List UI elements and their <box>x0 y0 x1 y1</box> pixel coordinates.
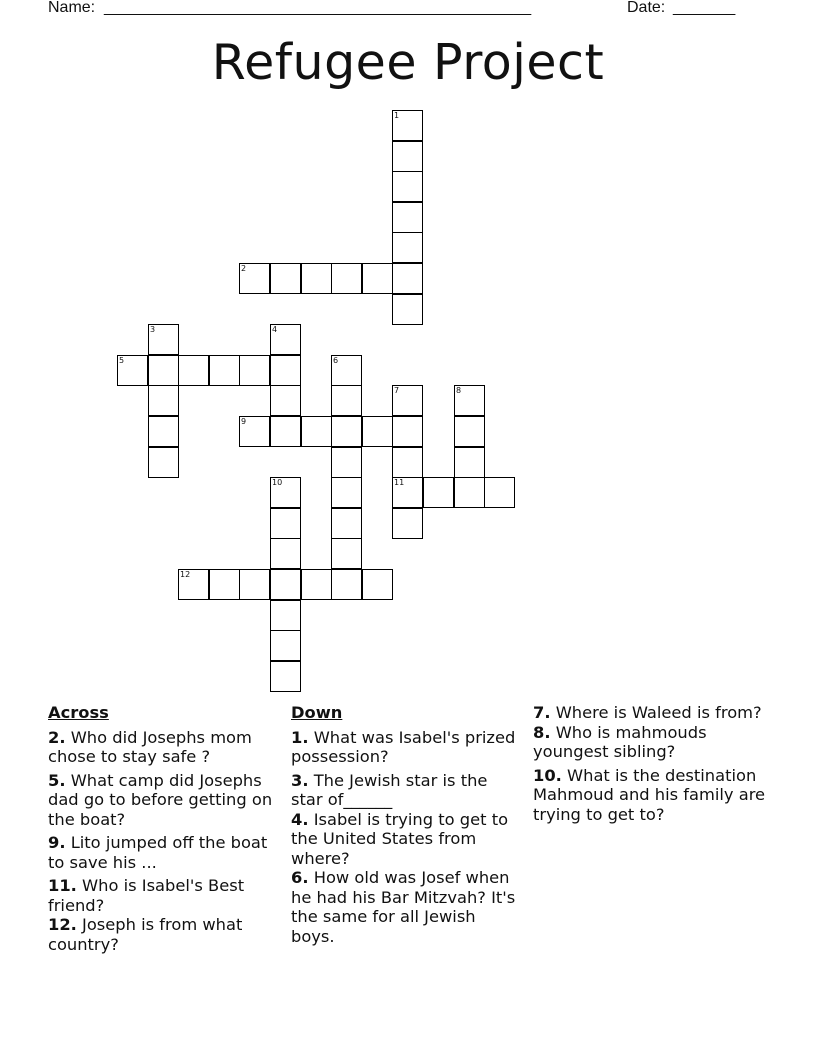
crossword-cell[interactable] <box>392 508 423 539</box>
crossword-cell[interactable] <box>331 385 362 416</box>
crossword-cell[interactable] <box>117 355 148 386</box>
clue-across-9 <box>48 833 278 872</box>
crossword-cell[interactable] <box>362 416 393 447</box>
crossword-cell[interactable] <box>331 538 362 569</box>
crossword-cell[interactable] <box>392 110 423 141</box>
across-clues <box>48 703 278 958</box>
crossword-cell[interactable] <box>178 569 209 600</box>
crossword-cell[interactable] <box>331 477 362 508</box>
crossword-cell[interactable] <box>454 385 485 416</box>
crossword-cell[interactable] <box>362 263 393 294</box>
crossword-cell[interactable] <box>239 355 270 386</box>
clue-across-11 <box>48 876 278 915</box>
crossword-cell[interactable] <box>270 661 301 692</box>
clue-number: 5. <box>48 770 66 790</box>
clue-text: Who is Isabel's Best friend? <box>48 876 245 915</box>
clue-text: The Jewish star is the star of______ <box>291 770 488 809</box>
crossword-cell[interactable] <box>239 569 270 600</box>
cell-number: 11 <box>394 478 405 487</box>
clue-number: 2. <box>48 727 66 747</box>
crossword-cell[interactable] <box>270 538 301 569</box>
crossword-cell[interactable] <box>209 355 240 386</box>
clue-number: 12. <box>48 915 77 934</box>
crossword-cell[interactable] <box>270 600 301 631</box>
clue-text: Who did Josephs mom chose to stay safe ? <box>48 727 252 766</box>
crossword-cell[interactable] <box>331 416 362 447</box>
crossword-cell[interactable] <box>392 171 423 202</box>
cell-number: 5 <box>119 356 125 365</box>
crossword-cell[interactable] <box>239 263 270 294</box>
cell-number: 1 <box>394 111 400 120</box>
crossword-cell[interactable] <box>331 355 362 386</box>
cell-number: 10 <box>272 478 283 487</box>
crossword-cell[interactable] <box>392 141 423 172</box>
clue-down-1 <box>291 728 521 767</box>
crossword-cell[interactable] <box>392 447 423 478</box>
clue-number: 6. <box>291 868 309 887</box>
crossword-cell[interactable] <box>392 385 423 416</box>
page-title: Refugee Project <box>211 34 605 91</box>
crossword-cell[interactable] <box>270 477 301 508</box>
across-heading: Across <box>48 703 109 722</box>
crossword-cell[interactable] <box>270 355 301 386</box>
crossword-cell[interactable] <box>270 416 301 447</box>
clue-text: Who is mahmouds youngest sibling? <box>533 722 707 761</box>
crossword-cell[interactable] <box>331 263 362 294</box>
crossword-cell[interactable] <box>270 508 301 539</box>
name-label: Name: <box>48 0 96 16</box>
clue-across-5 <box>48 771 278 830</box>
clue-text: What is the destination Mahmoud and his family are trying to get to? <box>533 765 766 824</box>
clue-text: Isabel is trying to get to the United States from where? <box>291 809 509 868</box>
crossword-cell[interactable] <box>331 508 362 539</box>
clue-across-2 <box>48 728 278 767</box>
crossword-cell[interactable] <box>270 263 301 294</box>
crossword-cell[interactable] <box>392 232 423 263</box>
crossword-cell[interactable] <box>484 477 515 508</box>
crossword-cell[interactable] <box>392 202 423 233</box>
cell-number: 12 <box>180 570 191 579</box>
down-clues-col-1 <box>291 703 521 950</box>
crossword-cell[interactable] <box>148 324 179 355</box>
clue-text: Where is Waleed is from? <box>555 703 762 722</box>
crossword-cell[interactable] <box>392 477 423 508</box>
crossword-cell[interactable] <box>270 569 301 600</box>
clue-down-10 <box>533 766 768 825</box>
clue-text: Lito jumped off the boat to save his ... <box>48 833 268 872</box>
clue-text: What was Isabel's prized possession? <box>291 727 516 766</box>
cell-number: 6 <box>333 356 339 365</box>
clue-down-7 <box>533 703 768 723</box>
date-label: Date: <box>627 0 666 16</box>
crossword-cell[interactable] <box>270 630 301 661</box>
clue-down-6 <box>291 868 521 946</box>
crossword-cell[interactable] <box>392 416 423 447</box>
cell-number: 7 <box>394 386 400 395</box>
crossword-cell[interactable] <box>209 569 240 600</box>
crossword-cell[interactable] <box>454 477 485 508</box>
clue-down-3 <box>291 771 521 810</box>
clue-number: 9. <box>48 833 66 852</box>
date-field[interactable]: _______ <box>673 0 736 16</box>
clue-down-4 <box>291 810 521 869</box>
cell-number: 9 <box>241 417 247 426</box>
crossword-cell[interactable] <box>301 569 332 600</box>
clue-down-8 <box>533 723 768 762</box>
crossword-cell[interactable] <box>301 416 332 447</box>
clue-text: How old was Josef when he had his Bar Mitzvah? It's the same for all Jewish boys. <box>291 868 516 946</box>
clue-number: 4. <box>291 809 309 829</box>
clue-number: 3. <box>291 770 309 790</box>
clue-text: What camp did Josephs dad go to before getting on the boat? <box>48 770 273 829</box>
crossword-cell[interactable] <box>454 416 485 447</box>
clue-number: 1. <box>291 727 309 747</box>
clue-number: 8. <box>533 722 551 742</box>
crossword-cell[interactable] <box>270 385 301 416</box>
crossword-cell[interactable] <box>148 416 179 447</box>
cell-number: 3 <box>150 325 156 334</box>
crossword-cell[interactable] <box>392 263 423 294</box>
down-clues-col-2 <box>533 703 768 828</box>
cell-number: 2 <box>241 264 247 273</box>
clue-number: 10. <box>533 765 562 785</box>
crossword-cell[interactable] <box>148 385 179 416</box>
name-field[interactable]: ________________________________________________ <box>104 0 532 16</box>
clue-number: 11. <box>48 876 77 895</box>
crossword-cell[interactable] <box>331 447 362 478</box>
crossword-cell[interactable] <box>331 569 362 600</box>
crossword-cell[interactable] <box>148 447 179 478</box>
cell-number: 4 <box>272 325 278 334</box>
down-heading: Down <box>291 703 343 722</box>
crossword-cell[interactable] <box>148 355 179 386</box>
crossword-cell[interactable] <box>454 447 485 478</box>
clue-text: Joseph is from what country? <box>48 915 243 954</box>
crossword-cell[interactable] <box>423 477 454 508</box>
cell-number: 8 <box>456 386 462 395</box>
crossword-cell[interactable] <box>392 294 423 325</box>
crossword-cell[interactable] <box>362 569 393 600</box>
crossword-cell[interactable] <box>301 263 332 294</box>
crossword-cell[interactable] <box>270 324 301 355</box>
crossword-cell[interactable] <box>178 355 209 386</box>
clue-number: 7. <box>533 703 551 722</box>
clue-across-12 <box>48 915 278 954</box>
crossword-cell[interactable] <box>239 416 270 447</box>
